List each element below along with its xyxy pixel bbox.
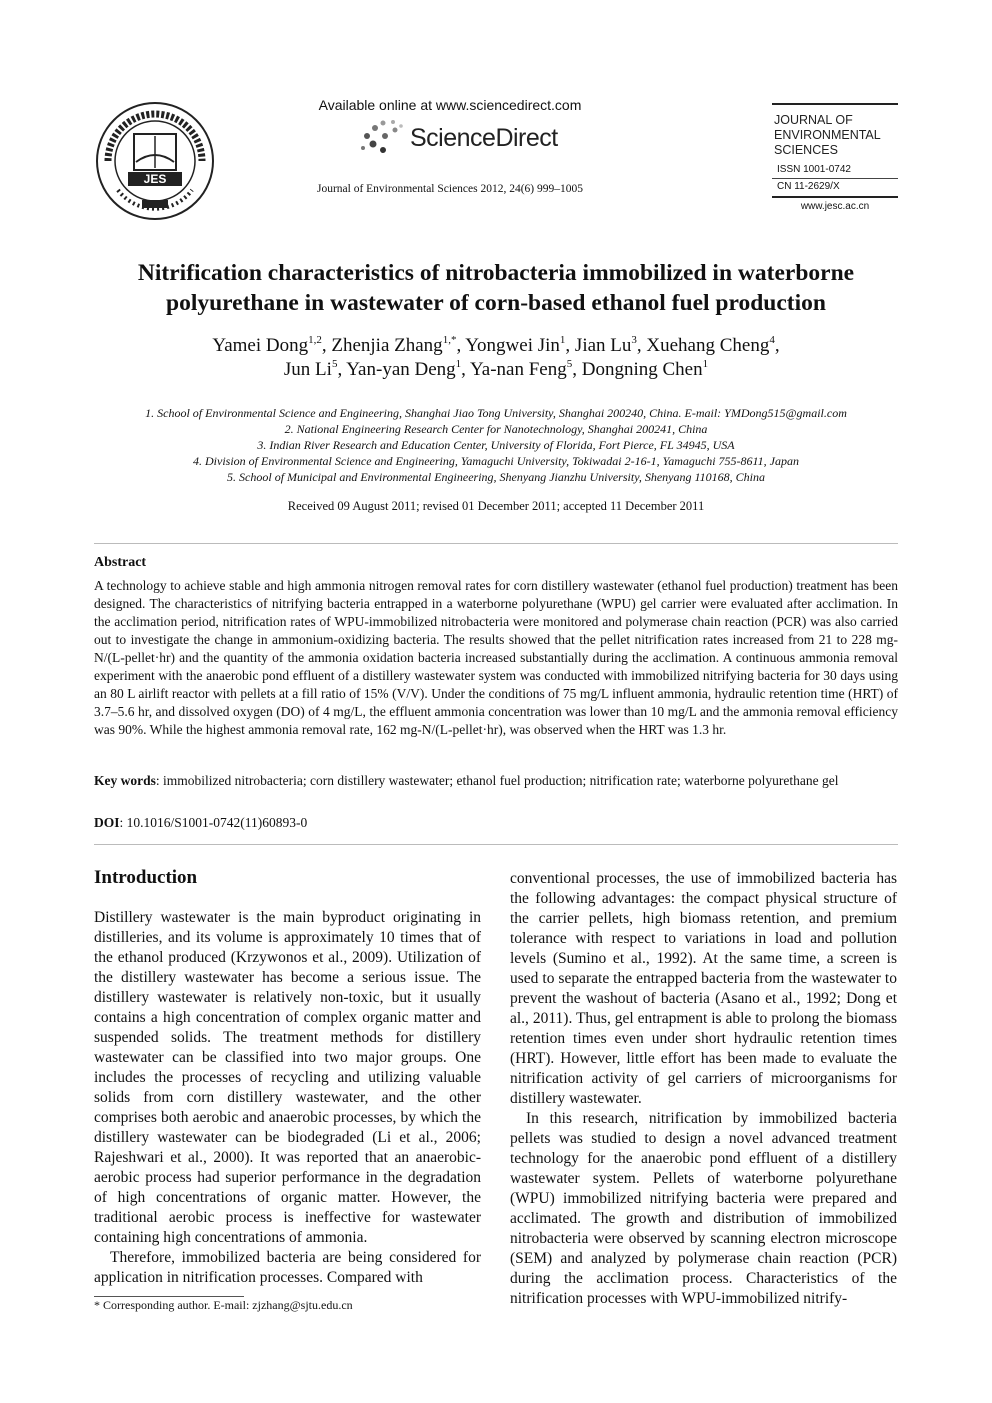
article-title	[94, 258, 898, 318]
author-name: Dongning Chen	[581, 359, 703, 380]
affiliation: 5. School of Municipal and Environmental Engineering, Shenyang Jianzhu University, Shenyang 110168, China	[227, 470, 765, 484]
affiliation-marker: 5	[566, 358, 573, 370]
author-line	[94, 358, 898, 382]
doi	[94, 815, 307, 831]
paragraph: In this research, nitrification by immobilized bacteria pellets was studied to design a novel advanced treatment technology for the anaerobic pond effluent of a distillery wastewater system. Pellets of waterborne polyurethane (WPU) immobilized nitrifying bacteria were prepared and acclimated. The growth and distribution of immobilized nitrobacteria were observed by scanning electron microscope (SEM) and analyzed by polymerase chain reaction (PCR) during the acclimation process. Characteristics of the nitrification processes with WPU-immobilized nitrify-	[510, 1110, 897, 1307]
author-name: Zhenjia Zhang	[331, 335, 443, 356]
affiliations	[60, 405, 932, 485]
body-column-right	[510, 869, 897, 1309]
affiliation-marker: 1	[455, 358, 462, 370]
section-heading: Introduction	[94, 867, 198, 888]
abstract-text: A technology to achieve stable and high ammonia nitrogen removal rates for corn distillery wastewater (ethanol fuel production) treatment has been designed. The characteristics of nitrifying bacteria entrapped in a waterborne polyurethane (WPU) gel carrier were evaluated after acclimation. In the acclimation period, nitrification rates of WPU-immobilized nitrobacteria were monitored and polymerase chain reaction (PCR) was also carried out to investigate the change in ammonium-oxidizing bacteria. The results showed that the pellet nitrification rates increased from 21 to 228 mg-N/(L-pellet·hr) and the quantity of the ammonia oxidation bacteria increased substantially during the acclimation. A continuous ammonia removal experiment with the anaerobic pond effluent of a distillery wastewater system was conducted with immobilized nitrifying bacteria for 30 days using an 80 L airlift reactor with pellets at a fill ratio of 15% (V/V). Under the conditions of 75 mg/L influent ammonia, hydraulic retention time (HRT) of 3.7–5.6 hr, and dissolved oxygen (DO) of 4 mg/L, the effluent ammonia concentration was lower than 10 mg/L and the ammonia removal efficiency was 90%. While the highest ammonia removal rate, 162 mg-N/(L-pellet·hr), was observed when the HRT was 1.3 hr.	[94, 578, 898, 737]
author-separator: ,	[774, 335, 780, 356]
author-separator: ,	[636, 335, 647, 356]
footnote-divider	[94, 1296, 244, 1297]
doi-label: DOI	[94, 815, 120, 830]
paragraph: Therefore, immobilized bacteria are being considered for application in nitrification processes. Compared with	[94, 1249, 481, 1286]
corresponding-author-footnote: * Corresponding author. E-mail: zjzhang@sjtu.edu.cn	[94, 1298, 353, 1312]
keywords	[94, 772, 898, 790]
received-dates: Received 09 August 2011; revised 01 December 2011; accepted 11 December 2011	[287, 499, 705, 513]
abstract-heading: Abstract	[94, 555, 147, 570]
paragraph: Distillery wastewater is the main byproduct originating in distilleries, and its volume is approximately 10 times that of the ethanol produced (Krzywonos et al., 2009). Utilization of the distillery wastewater has become a serious issue. The distillery wastewater is relatively non-toxic, but it usually contains a high concentration of complex organic matter and suspended solids. The treatment methods for distillery wastewater can be classified into two major groups. One includes the processes of recycling and utilizing valuable solids from corn distillery wastewater, and the other comprises both aerobic and anaerobic processes, by which the distillery wastewater can be biodegraded (Li et al., 2006; Rajeshwari et al., 2000). It was reported that an anaerobic-aerobic process had superior performance in the degradation of high concentrations of organic matter. However, the traditional aerobic process is ineffective for wastewater containing high concentrations of ammonia.	[94, 909, 481, 1246]
divider	[94, 543, 898, 544]
journal-citation: Journal of Environmental Sciences 2012, 24(6) 999–1005	[316, 183, 584, 195]
author-name: Yongwei Jin	[465, 335, 560, 356]
author-name: Xuehang Cheng	[646, 335, 770, 356]
author-separator: ,	[321, 335, 332, 356]
affiliation: 1. School of Environmental Science and Engineering, Shanghai Jiao Tong University, Shanghai 200240, China. E-mail: YMDong515@gmail.com	[145, 406, 847, 420]
title-line: polyurethane in wastewater of corn-based ethanol fuel production	[166, 290, 826, 316]
affiliation: 4. Division of Environmental Science and Engineering, Yamaguchi University, Tokiwadai 2-16-1, Yamaguchi 755-8611, Japan	[193, 454, 799, 468]
svg-text:JES: JES	[143, 172, 167, 186]
sciencedirect-dots-icon	[355, 118, 410, 158]
author-name: Jian Lu	[574, 335, 632, 356]
available-online-text: Available online at www.sciencedirect.com	[318, 97, 582, 113]
affiliation: 2. National Engineering Research Center for Nanotechnology, Shanghai 200241, China	[284, 422, 708, 436]
author-list	[94, 334, 898, 382]
keywords-label: Key words	[94, 773, 156, 788]
author-name: Jun Li	[283, 359, 332, 380]
divider	[94, 844, 898, 845]
author-name: Yamei Dong	[212, 335, 309, 356]
author-separator: ,	[456, 335, 466, 356]
journal-cn: CN 11-2629/X	[772, 179, 898, 198]
journal-seal-logo	[94, 100, 216, 222]
journal-title-line: ENVIRONMENTAL	[774, 128, 881, 142]
body-column-left	[94, 908, 481, 1288]
author-line	[94, 334, 898, 358]
title-line: Nitrification characteristics of nitrobacteria immobilized in waterborne	[137, 260, 855, 286]
author-separator: ,	[461, 359, 470, 380]
journal-title-line: JOURNAL OF	[774, 113, 853, 127]
affiliation-marker: 4	[769, 334, 775, 346]
keywords-text: : immobilized nitrobacteria; corn distillery wastewater; ethanol fuel production; nitrification rate; waterborne polyurethane gel	[155, 773, 839, 788]
author-name: Ya-nan Feng	[469, 359, 567, 380]
affiliation-marker: 5	[331, 358, 338, 370]
affiliation-marker: 1	[702, 358, 709, 370]
affiliation-marker: 1,*	[442, 334, 457, 346]
journal-url: www.jesc.ac.cn	[800, 201, 870, 212]
author-separator: ,	[337, 359, 347, 380]
journal-title-line: SCIENCES	[774, 143, 838, 157]
author-separator: ,	[565, 335, 575, 356]
journal-info-box	[772, 103, 898, 212]
journal-issn: ISSN 1001-0742	[772, 158, 898, 179]
doi-value: : 10.1016/S1001-0742(11)60893-0	[119, 815, 308, 830]
author-separator: ,	[572, 359, 582, 380]
author-name: Yan-yan Deng	[346, 359, 456, 380]
journal-title	[772, 105, 898, 158]
paragraph: conventional processes, the use of immobilized bacteria has the following advantages: the compact physical structure of the carrier pellets, high biomass retention, and premium tolerance with respect to variations in load and pollution levels (Sumino et al., 1992). At the same time, a screen is used to separate the entrapped bacteria from the wastewater to prevent the washout of bacteria (Asano et al., 1992; Dong et al., 2011). Thus, gel entrapment is able to prolong the biomass retention times even under short hydraulic retention times (HRT). However, little effort has been made to evaluate the nitrification activity of gel carriers of microorganisms for distillery wastewater.	[510, 870, 897, 1107]
affiliation-marker: 3	[631, 334, 637, 346]
affiliation: 3. Indian River Research and Education Center, University of Florida, Fort Pierce, FL 34945, USA	[257, 438, 735, 452]
affiliation-marker: 1,2	[308, 334, 322, 346]
sciencedirect-brand: ScienceDirect	[410, 124, 558, 152]
affiliation-marker: 1	[559, 334, 566, 346]
